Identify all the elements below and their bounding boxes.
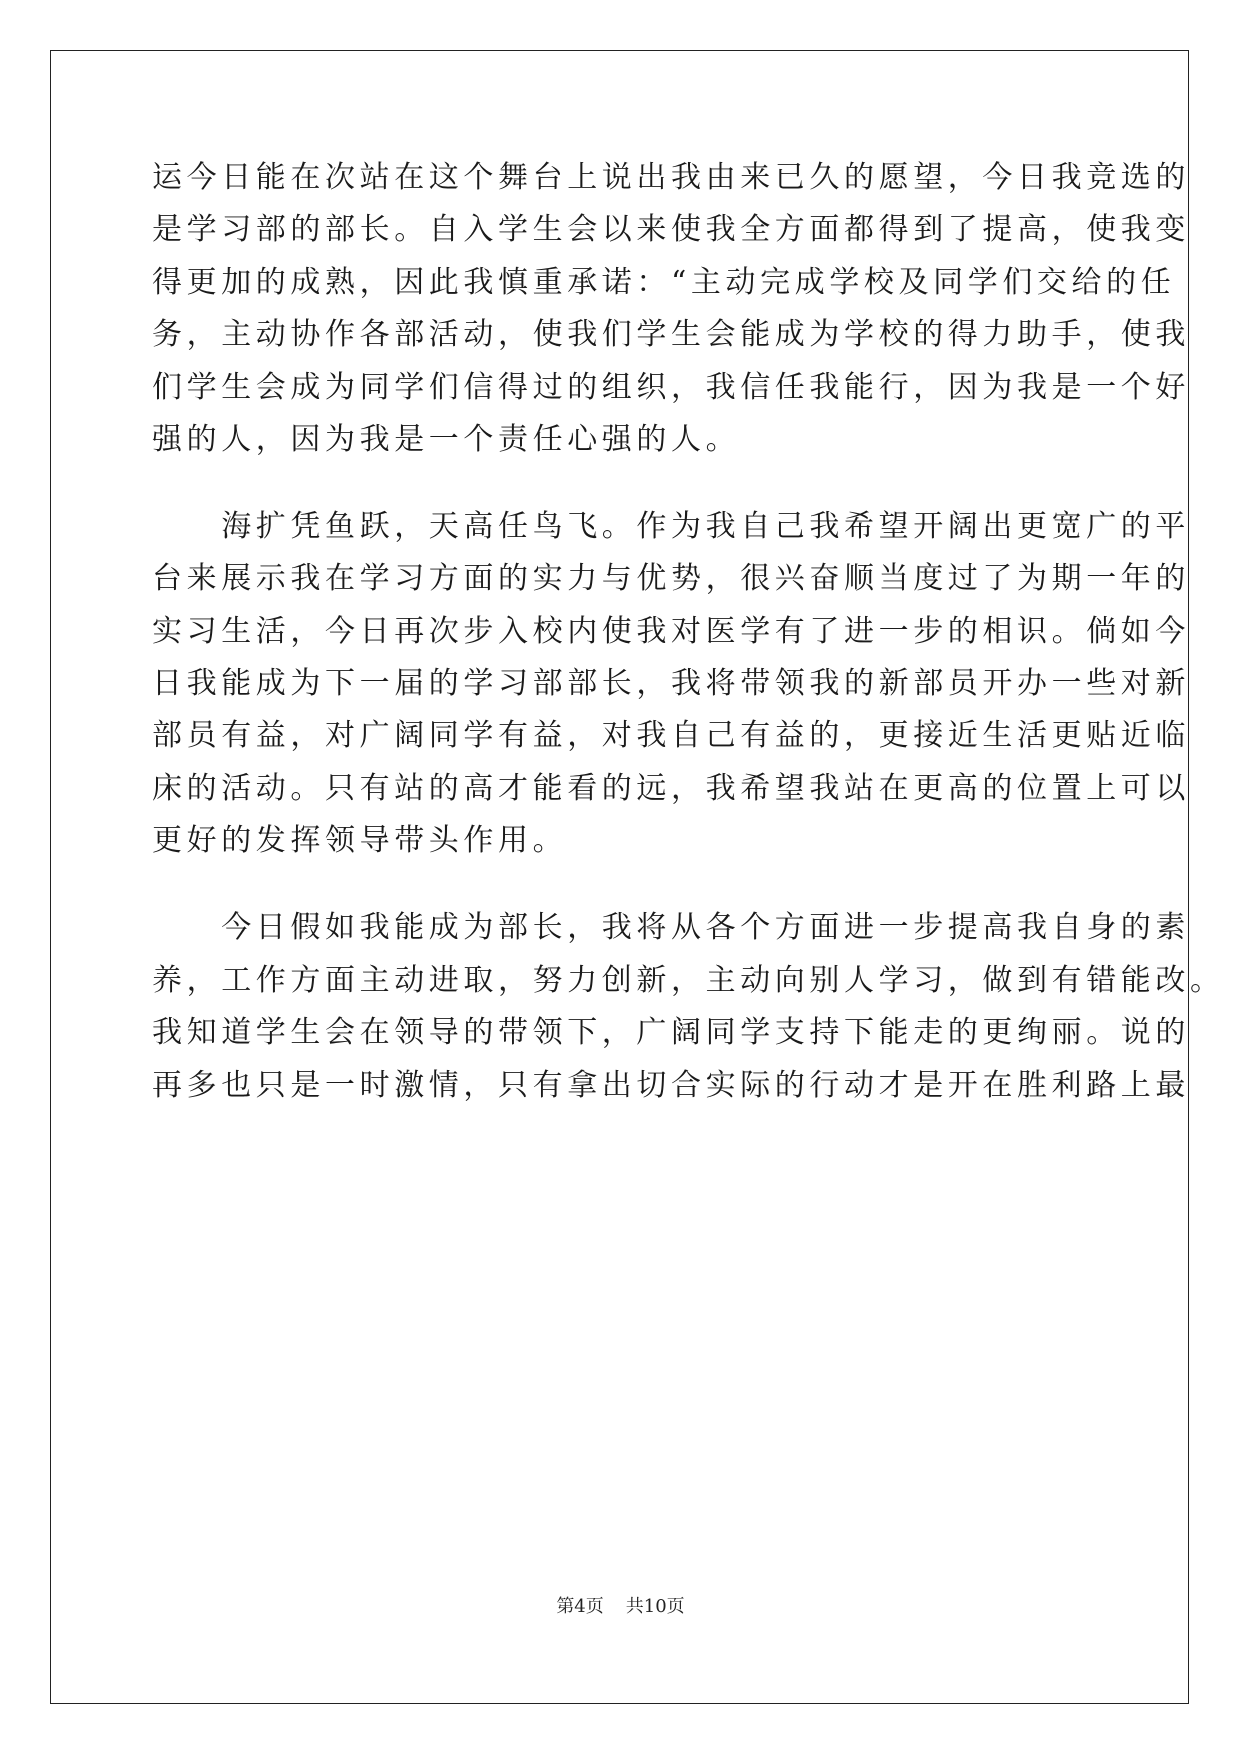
text-line: 今日假如我能成为部长，我将从各个方面进一步提高我自身的素 [152,910,1190,945]
text-line: 再多也只是一时激情，只有拿出切合实际的行动才是开在胜利路上最 [152,1068,1190,1103]
text-line: 台来展示我在学习方面的实力与优势，很兴奋顺当度过了为期一年的 [152,561,1190,596]
text-line: 养，工作方面主动进取，努力创新，主动向别人学习，做到有错能改。 [152,963,1225,998]
text-line: 得更加的成熟，因此我慎重承诺：“主动完成学校及同学们交给的任 [152,265,1176,300]
text-line: 实习生活，今日再次步入校内使我对医学有了进一步的相识。倘如今 [152,614,1190,649]
text-line: 部员有益，对广阔同学有益，对我自己有益的，更接近生活更贴近临 [152,718,1190,753]
text-line: 海扩凭鱼跃，天高任鸟飞。作为我自己我希望开阔出更宽广的平 [152,509,1190,544]
text-line: 运今日能在次站在这个舞台上说出我由来已久的愿望，今日我竞选的 [152,160,1190,195]
text-line: 床的活动。只有站的高才能看的远，我希望我站在更高的位置上可以 [152,771,1190,806]
text-line: 务，主动协作各部活动，使我们学生会能成为学校的得力助手，使我 [152,317,1190,352]
text-line: 日我能成为下一届的学习部部长，我将带领我的新部员开办一些对新 [152,666,1190,701]
text-line: 是学习部的部长。自入学生会以来使我全方面都得到了提高，使我变 [152,212,1190,247]
page-footer [0,1592,1241,1618]
page-total: 共10页 [625,1596,685,1617]
text-line: 强的人，因为我是一个责任心强的人。 [152,422,741,457]
text-line: 我知道学生会在领导的带领下，广阔同学支持下能走的更绚丽。说的 [152,1015,1190,1050]
page-number: 第4页 [556,1596,604,1617]
text-line: 更好的发挥领导带头作用。 [152,823,568,858]
text-line: 们学生会成为同学们信得过的组织，我信任我能行，因为我是一个好 [152,370,1190,405]
